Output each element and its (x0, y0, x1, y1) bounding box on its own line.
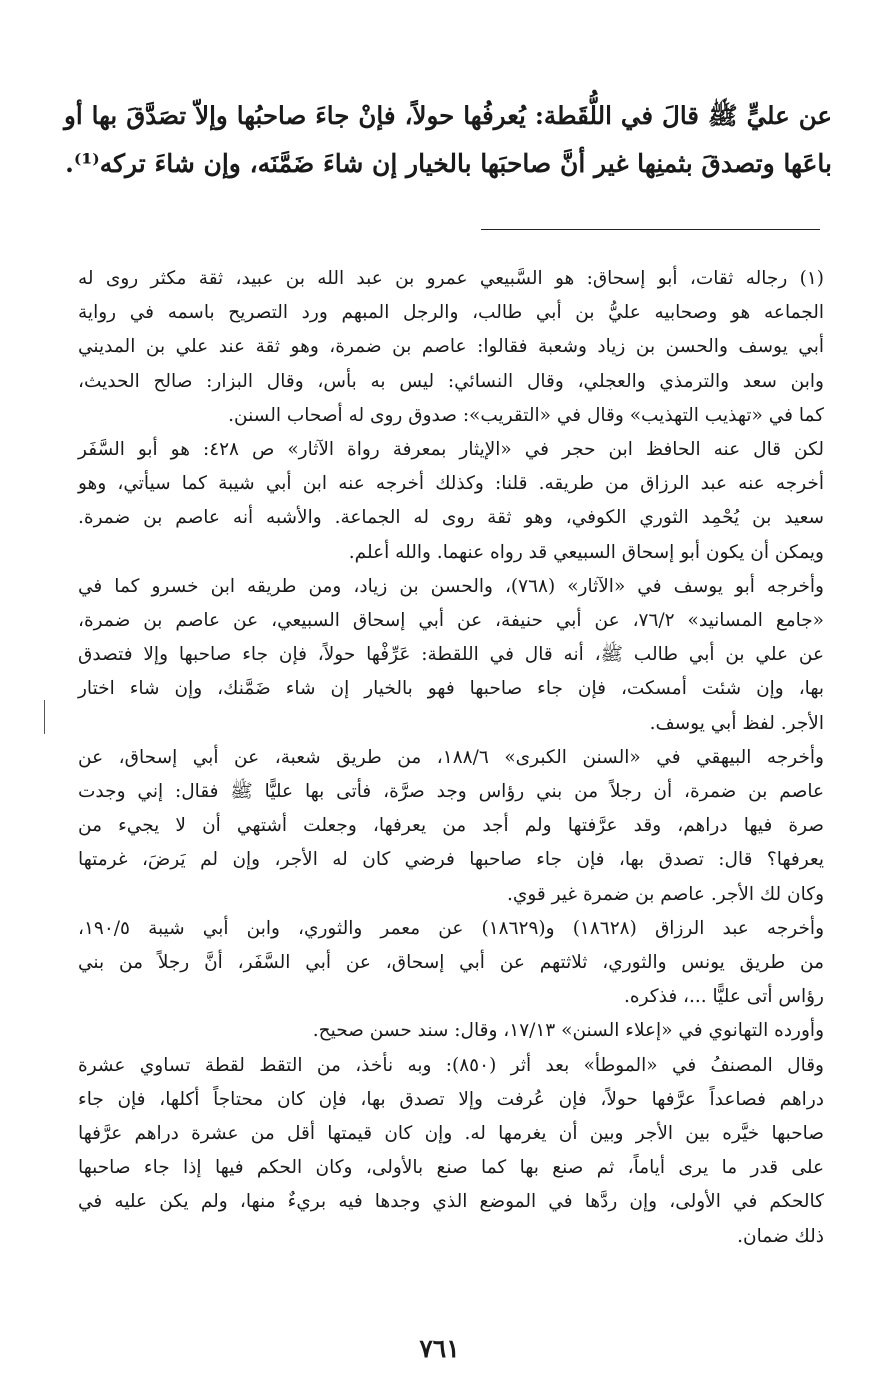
margin-mark (44, 700, 46, 734)
footnote-line: وأخرجه أبو يوسف في «الآثار» (٧٦٨)، والحسن بن زياد، ومن طريقه ابن خسرو كما في (78, 575, 824, 597)
footnote-line: وأخرجه البيهقي في «السنن الكبرى» ١٨٨/٦، من طريق شعبة، عن أبي إسحاق، عن (78, 746, 824, 768)
footnote-line: دراهم فصاعداً عرَّفها حولاً، فإن عُرفت وإلا تصدق بها، فإن كان محتاجاً أكلها، فإن جاء (78, 1088, 824, 1110)
footnote-block (78, 262, 824, 1254)
footnote-line: على قدر ما يرى أياماً، ثم صنع بها كما صنع بالأولى، وكان الحكم فيها إذا جاء صاحبها (78, 1157, 824, 1179)
footnote-line: ذلك ضمان. (737, 1225, 824, 1247)
footnote-line: من طريق يونس والثوري، ثلاثتهم عن أبي إسحاق، عن أبي السَّفَر، أنَّ رجلاً من بني (78, 952, 824, 974)
footnote-line: يعرفها؟ قال: تصدق بها، فإن جاء صاحبها فرضي كان له الأجر، وإن لم يَرضَ، غرمتها (78, 849, 824, 871)
footnote-line: كالحكم في الأولى، وإن ردَّها في الموضع الذي وجدها فيه بريءٌ منها، ولم يكن عليه في (78, 1191, 824, 1213)
footnote-line: (١) رجاله ثقات، أبو إسحاق: هو السَّبيعي عمرو بن عبد الله بن عبيد، ثقة مكثر روى له (78, 268, 824, 289)
footnote-separator (481, 229, 820, 230)
main-text-block (64, 92, 832, 188)
footnote-line: «جامع المسانيد» ٧٦/٢، عن أبي حنيفة، عن أبي إسحاق السبيعي، عن عاصم بن ضمرة، (78, 610, 825, 632)
footnote-line: لكن قال عنه الحافظ ابن حجر في «الإيثار بمعرفة رواة الآثار» ص ٤٢٨: هو أبو السَّفَر (78, 439, 824, 461)
footnote-line: وابن سعد والترمذي والعجلي، وقال النسائي: ليس به بأس، وقال البزار: صالح الحديث، (78, 370, 824, 392)
footnote-line: الأجر. لفظ أبي يوسف. (649, 712, 824, 734)
main-text-line: عن عليٍّ ﷺ قالَ في اللُّقَطة: يُعرفُها حولاً، فإنْ جاءَ صاحبُها وإلاّ تصَدَّقَ بها أو (64, 101, 832, 130)
footnote-line: وأورده التهانوي في «إعلاء السنن» ١٧/١٣، وقال: سند حسن صحيح. (312, 1020, 824, 1042)
footnote-line: كما في «تهذيب التهذيب» وقال في «التقريب»: صدوق روى له أصحاب السنن. (228, 404, 824, 426)
footnote-line: وقال المصنفُ في «الموطأ» بعد أثر (٨٥٠): وبه نأخذ، من التقط لقطة تساوي عشرة (78, 1054, 824, 1076)
footnote-line: صرة فيها دراهم، وقد عرَّفتها ولم أجد من يعرفها، وجعلت أشتهي أن لا يجيء من (78, 815, 824, 837)
footnote-line: رؤاس أتى عليًّا ...، فذكره. (624, 986, 824, 1008)
footnote-line: عن علي بن أبي طالب ﷺ، أنه قال في اللقطة: عَرِّفْها حولاً، فإن جاء صاحبها وإلا فتصدق (78, 644, 824, 666)
footnote-line: وكان لك الأجر. عاصم بن ضمرة غير قوي. (506, 883, 824, 905)
footnote-line: أبي يوسف والحسن بن زياد وشعبة فقالوا: عاصم بن ضمرة، وهو ثقة عند علي بن المديني (78, 336, 824, 358)
footnote-line: صاحبها خيَّره بين الأجر وبين أن يغرمها له. وإن كان قيمتها أقل من عشرة دراهم عرَّفها (78, 1123, 824, 1145)
footnote-line: بها، وإن شئت أمسكت، فإن جاء صاحبها فهو بالخيار إن شاء ضَمَّنك، وإن شاء اختار (78, 678, 824, 700)
footnote-line: عاصم بن ضمرة، أن رجلاً من بني رؤاس وجد صرَّة، فأتى بها عليًّا ﷺ فقال: إني وجدت (78, 781, 824, 803)
footnote-line: وأخرجه عبد الرزاق (١٨٦٢٨) و(١٨٦٢٩) عن معمر والثوري، وابن أبي شيبة ١٩٠/٥، (78, 917, 825, 939)
footnote-line: ويمكن أن يكون أبو إسحاق السبيعي قد رواه عنهما. والله أعلم. (348, 541, 824, 563)
main-text-line: باعَها وتصدقَ بثمنِها غير أنَّ صاحبَها بالخيار إن شاءَ ضَمَّنَه، وإن شاءَ تركه⁽¹⁾. (65, 149, 832, 178)
footnote-line: الجماعه هو وصحابيه عليُّ بن أبي طالب، والرجل المبهم ورد التصريح باسمه في رواية (78, 302, 824, 324)
footnote-line: أخرجه عنه عبد الرزاق من طريقه. قلنا: وكذلك أخرجه عنه ابن أبي شيبة كما سيأتي، وهو (78, 473, 824, 495)
page-number: ٧٦١ (419, 1334, 460, 1363)
footnote-line: سعيد بن يُحْمِد الثوري الكوفي، وهو ثقة روى له الجماعة. والأشبه أنه عاصم بن ضمرة. (78, 507, 824, 529)
